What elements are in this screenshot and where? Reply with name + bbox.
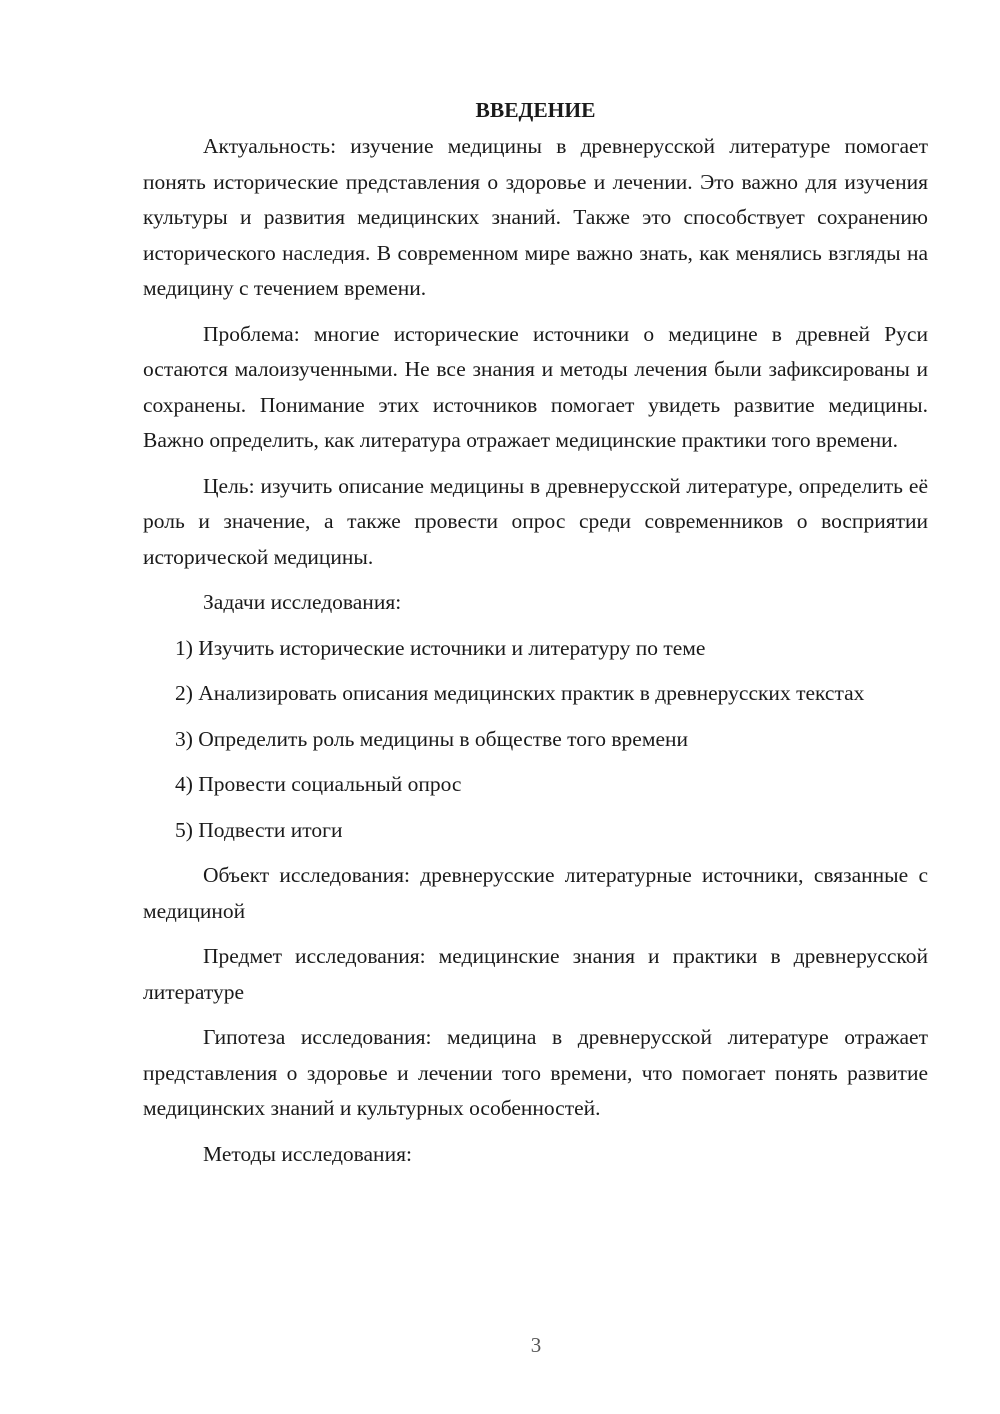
page-number: 3 (530, 1333, 542, 1357)
hypothesis-paragraph: Гипотеза исследования: медицина в древнерусской литературе отражает представления о здоровье и лечении того времени, что помогает понять развитие медицинских знаний и культурных особенностей. (143, 1025, 928, 1120)
task-item: 1) Изучить исторические источники и литературу по теме (175, 635, 706, 660)
methods-heading: Методы исследования: (203, 1141, 412, 1166)
task-item: 2) Анализировать описания медицинских практик в древнерусских текстах (175, 681, 865, 705)
relevance-paragraph: Актуальность: изучение медицины в древнерусской литературе помогает понять исторические представления о здоровье и лечении. Это важно для изучения культуры и развития медицинских знаний. Также это способствует сохранению исторического наследия. В современном мире важно знать, как менялись взгляды на медицину с течением времени. (143, 134, 928, 300)
task-item: 4) Провести социальный опрос (175, 772, 462, 796)
page-title: ВВЕДЕНИЕ (475, 98, 596, 122)
subject-paragraph: Предмет исследования: медицинские знания и практики в древнерусской литературе (143, 944, 928, 1004)
tasks-heading: Задачи исследования: (203, 590, 402, 614)
object-paragraph: Объект исследования: древнерусские литературные источники, связанные с медициной (143, 863, 928, 923)
page-content (143, 95, 928, 1182)
problem-paragraph: Проблема: многие исторические источники о медицине в древней Руси остаются малоизученными. Не все знания и методы лечения были зафиксированы и сохранены. Понимание этих источников помогает увидеть развитие медицины. Важно определить, как литература отражает медицинские практики того времени. (143, 321, 928, 452)
task-item: 5) Подвести итоги (175, 817, 343, 842)
task-item: 3) Определить роль медицины в обществе того времени (175, 726, 688, 751)
goal-paragraph: Цель: изучить описание медицины в древнерусской литературе, определить её роль и значение, а также провести опрос среди современников о восприятии исторической медицины. (143, 473, 928, 569)
